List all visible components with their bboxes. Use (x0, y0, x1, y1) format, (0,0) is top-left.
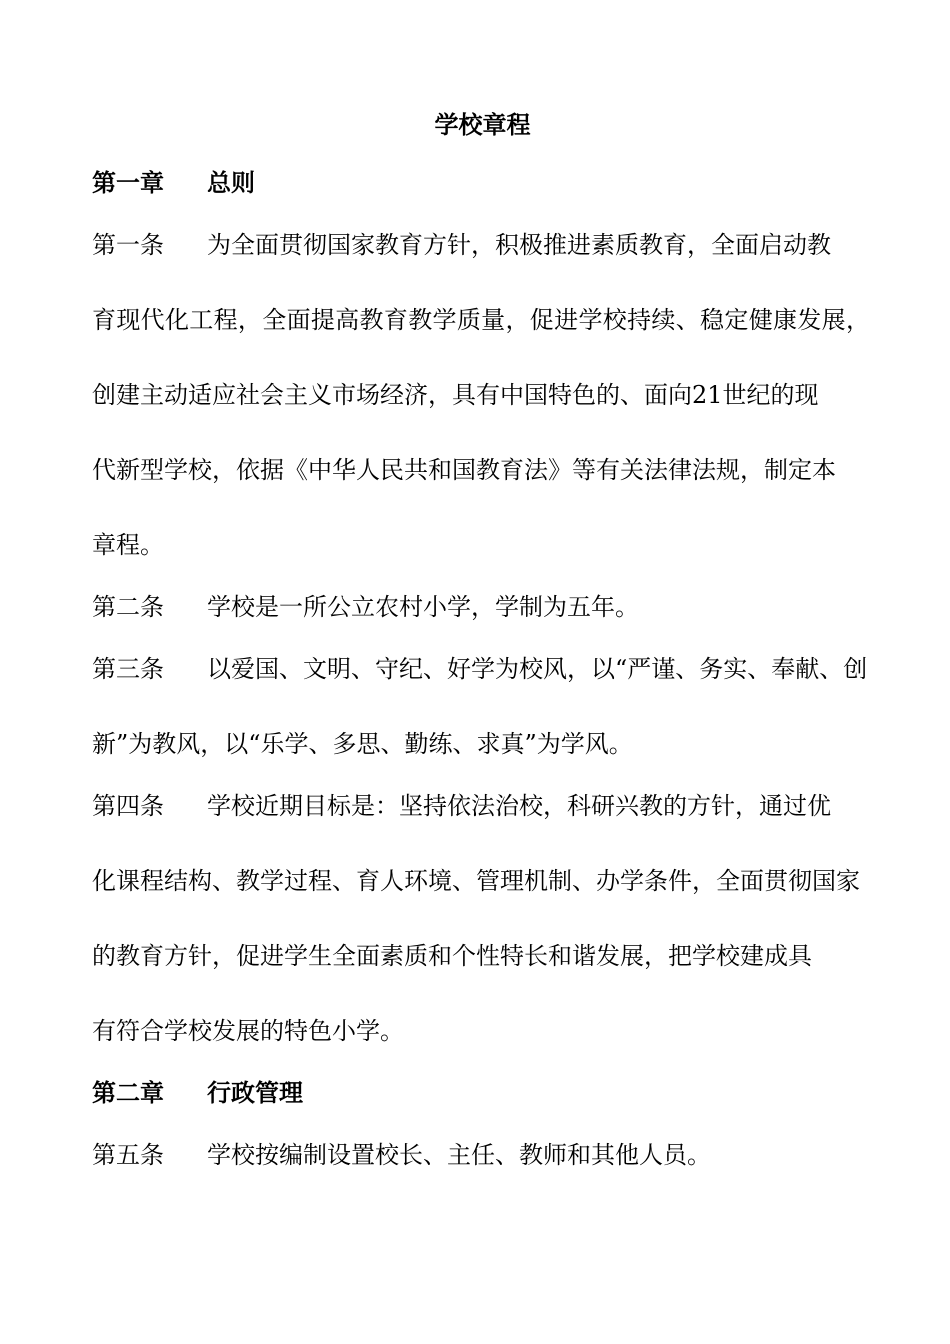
article-number: 第五条 (92, 1141, 164, 1169)
article-number: 第四条 (92, 792, 164, 820)
article-text: 学校按编制设置校长、主任、教师和其他人员。 (207, 1141, 711, 1169)
article-number: 第二条 (92, 593, 164, 621)
article-line (92, 590, 639, 624)
article-line (92, 1138, 711, 1172)
article-line: 新”为教风，以“乐学、多思、勤练、求真”为学风。 (92, 730, 633, 758)
article-line: 章程。 (92, 531, 164, 559)
article-text: 学校是一所公立农村小学，学制为五年。 (207, 593, 639, 621)
article-text: 以爱国、文明、守纪、好学为校风，以“严谨、务实、奉献、创 (207, 655, 868, 683)
article-text: 为全面贯彻国家教育方针，积极推进素质教育，全面启动教 (207, 231, 831, 259)
article-line: 代新型学校，依据《中华人民共和国教育法》等有关法律法规，制定本 (92, 456, 836, 484)
article-line: 有符合学校发展的特色小学。 (92, 1017, 404, 1045)
article-line: 创建主动适应社会主义市场经济，具有中国特色的、面向21世纪的现 (92, 381, 819, 409)
article-line (92, 228, 831, 262)
article-line (92, 652, 867, 686)
chapter-heading (92, 166, 255, 200)
chapter-number: 第二章 (92, 1078, 164, 1107)
article-text: 学校近期目标是：坚持依法治校，科研兴教的方针，通过优 (207, 792, 831, 820)
article-line: 育现代化工程，全面提高教育教学质量，促进学校持续、稳定健康发展， (92, 306, 870, 334)
chapter-number: 第一章 (92, 168, 164, 197)
chapter-title: 行政管理 (207, 1078, 303, 1107)
article-number: 第一条 (92, 231, 164, 259)
article-line (92, 789, 831, 823)
chapter-title: 总则 (207, 168, 255, 197)
article-line: 的教育方针，促进学生全面素质和个性特长和谐发展，把学校建成具 (92, 942, 812, 970)
chapter-heading (92, 1076, 303, 1110)
article-number: 第三条 (92, 655, 164, 683)
article-line: 化课程结构、教学过程、育人环境、管理机制、办学条件，全面贯彻国家 (92, 867, 860, 895)
document-title: 学校章程 (434, 110, 531, 139)
